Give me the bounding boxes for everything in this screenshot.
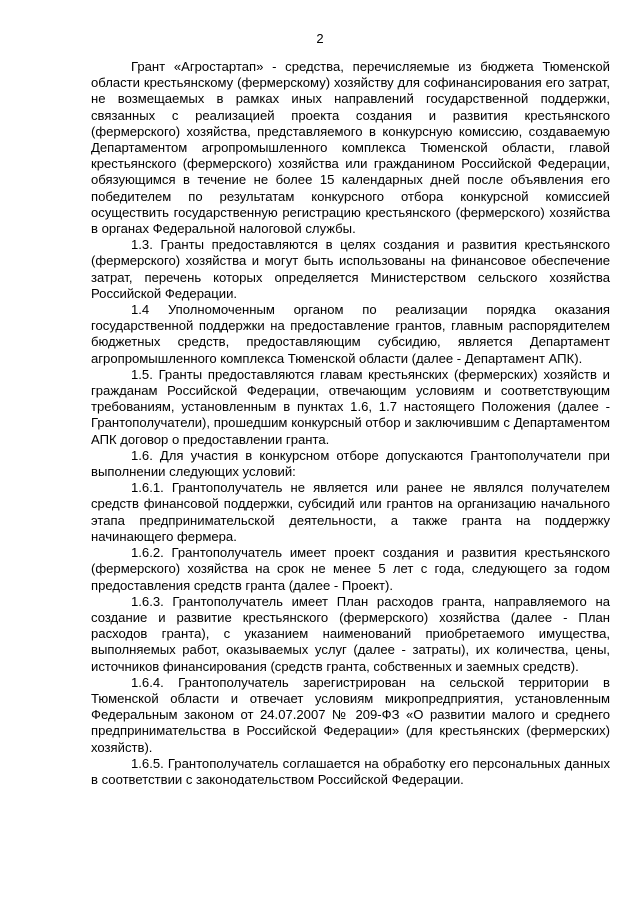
paragraph-1-6: 1.6. Для участия в конкурсном отборе допускаются Грантополучатели при выполнении следующих условий: xyxy=(91,447,610,480)
paragraph-1-4: 1.4 Уполномоченным органом по реализации порядка оказания государственной поддержки на предоставление грантов, главным распорядителем бюджетных средств, предоставляющим субсидию, является Департамент агропромышленного комплекса Тюменской области (далее - Департамент АПК). xyxy=(91,302,610,366)
paragraph-1-6-1: 1.6.1. Грантополучатель не является или ранее не являлся получателем средств финансовой поддержки, субсидий или грантов на организацию начального этапа предпринимательской деятельности, а также гранта на поддержку начинающего фермера. xyxy=(91,480,610,544)
paragraph-1-6-5: 1.6.5. Грантополучатель соглашается на обработку его персональных данных в соответствии с законодательством Российской Федерации. xyxy=(91,755,610,787)
paragraph-1-5: 1.5. Гранты предоставляются главам крестьянских (фермерских) хозяйств и гражданам Российской Федерации, отвечающим условиям и соответствующим требованиям, установленным в пунктах 1.6, 1.7 настоящего Положения (далее - Грантополучатели), прошедшим конкурсный отбор и заключившим с Департаментом АПК договор о предоставлении гранта. xyxy=(91,366,610,447)
page-number: 2 xyxy=(316,31,324,46)
document-body xyxy=(91,59,610,788)
paragraph-1-6-2: 1.6.2. Грантополучатель имеет проект создания и развития крестьянского (фермерского) хозяйства на срок не менее 5 лет с года, следующего за годом предоставления средств гранта (далее - Проект). xyxy=(91,545,610,593)
paragraph-grant-definition: Грант «Агростартап» - средства, перечисляемые из бюджета Тюменской области крестьянскому (фермерскому) хозяйству для софинансирования его затрат, не возмещаемых в рамках иных направлений государственной поддержки, связанных с реализацией проекта создания и развития крестьянского (фермерского) хозяйства, представляемого в конкурсную комиссию, создаваемую Департаментом агропромышленного комплекса Тюменской области, главой крестьянского (фермерского) хозяйства или гражданином Российской Федерации, обязующимся в течение не более 15 календарных дней после объявления его победителем по результатам конкурсного отбора конкурсной комиссией осуществить государственную регистрацию крестьянского (фермерского) хозяйства в органах Федеральной налоговой службы. xyxy=(91,59,610,237)
paragraph-1-3: 1.3. Гранты предоставляются в целях создания и развития крестьянского (фермерского) хозяйства и могут быть использованы на финансовое обеспечение затрат, перечень которых определяется Министерством сельского хозяйства Российской Федерации. xyxy=(91,237,610,301)
paragraph-1-6-4: 1.6.4. Грантополучатель зарегистрирован на сельской территории в Тюменской области и отвечает условиям микропредприятия, установленным Федеральным законом от 24.07.2007 № 209-ФЗ «О развитии малого и среднего предпринимательства в Российской Федерации» (для крестьянских (фермерских) хозяйств). xyxy=(91,674,610,755)
paragraph-1-6-3: 1.6.3. Грантополучатель имеет План расходов гранта, направляемого на создание и развитие крестьянского (фермерского) хозяйства (далее - План расходов гранта), с указанием наименований приобретаемого имущества, выполняемых работ, оказываемых услуг (далее - затраты), их количества, цены, источников финансирования (средств гранта, собственных и заемных средств). xyxy=(91,593,610,674)
